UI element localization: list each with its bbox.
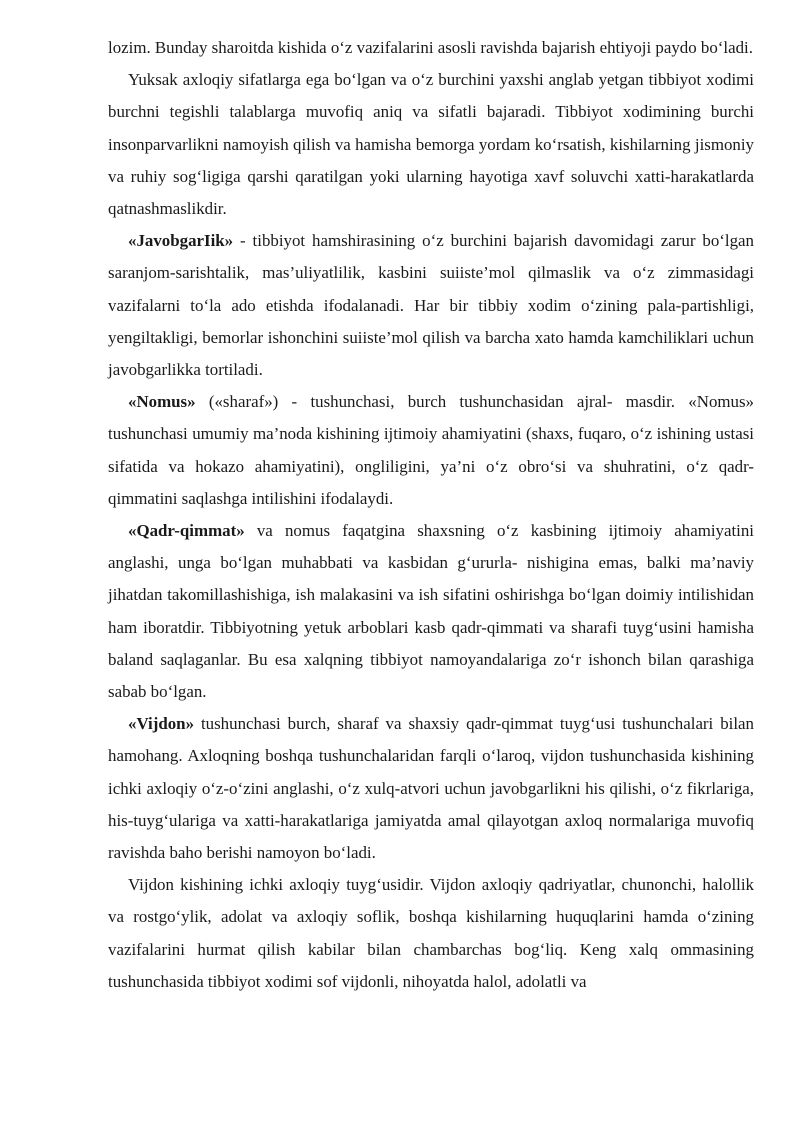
- paragraph-continuation: [108, 32, 754, 64]
- paragraph-responsibility: [108, 225, 754, 386]
- document-page: [108, 32, 754, 998]
- term-dignity: «Qadr-qimmat»: [128, 521, 245, 541]
- paragraph-duty: [108, 64, 754, 225]
- paragraph-text: lozim. Bunday sharoitda kishida o‘z vazifalarini asosli ravishda bajarish ehtiyoji paydo bo‘ladi.: [108, 38, 753, 57]
- paragraph-conscience: [108, 708, 754, 869]
- paragraph-conscience-values: [108, 869, 754, 998]
- paragraph-text: tushunchasi burch, sharaf va shaxsiy qadr-qimmat tuyg‘usi tushunchalari bilan hamohang. Axloqning boshqa tushunchalaridan farqli o‘laroq, vijdon tushunchasida kishining ichki axloqiy o‘z-o‘zini anglashi, o‘z xulq-atvori uchun javobgarlikni his qilishi, o‘z fikrlariga, his-tuyg‘ulariga va xatti-harakatlariga jamiyatda amal qilayotgan axloq normalariga muvofiq ravishda baho berishi namoyon bo‘ladi.: [108, 714, 754, 863]
- term-responsibility: «JavobgarIik»: [128, 231, 234, 251]
- term-conscience: «Vijdon»: [128, 714, 195, 734]
- paragraph-text: - tibbiyot hamshirasining o‘z burchini bajarish davomidagi zarur bo‘lgan saranjom-sarishtalik, mas’uliyatlilik, kasbini suiiste’mol qilmaslik va o‘z zimmasidagi vazifalarni to‘la ado etishda ifodalanadi. Har bir tibbiy xodim o‘zining pala-partishligi, yengiltakligi, bemorlar ishonchini suiiste’mol qilish va barcha xato hamda kamchiliklari uchun javobgarlikka tortiladi.: [108, 231, 754, 380]
- paragraph-text: va nomus faqatgina shaxsning o‘z kasbining ijtimoiy ahamiyatini anglashi, unga bo‘lgan muhabbati va kasbidan g‘ururla- nishigina emas, balki ma’naviy jihatdan takomillashishiga, ish malakasini va ish sifatini oshirishga bo‘lgan doimiy intilishidan ham iboratdir. Tibbiyotning yetuk arboblari kasb qadr-qimmati va sharafi tuyg‘usini hamisha baland saqlaganlar. Bu esa xalqning tibbiyot namoyandalariga zo‘r ishonch bilan qarashiga sabab bo‘lgan.: [108, 521, 754, 702]
- paragraph-text: («sharaf») - tushunchasi, burch tushunchasidan ajral- masdir. «Nomus» tushunchasi umumiy ma’noda kishining ijtimoiy ahamiyatini (shaxs, fuqaro, o‘z ishining ustasi sifatida va hokazo ahamiyatini), ongliligini, ya’ni o‘z obro‘si va shuhratini, o‘z qadr- qimmatini saqlashga intilishini ifodalaydi.: [108, 392, 754, 508]
- paragraph-text: Yuksak axloqiy sifatlarga ega bo‘lgan va o‘z burchini yaxshi anglab yetgan tibbiyot xodimi burchni tegishli talablarga muvofiq aniq va sifatli bajaradi. Tibbiyot xodimining burchi insonparvarlikni namoyish qilish va hamisha bemorga yordam ko‘rsatish, kishilarning jismoniy va ruhiy sog‘ligiga qarshi qaratilgan yoki ularning hayotiga xavf soluvchi xatti-harakatlarda qatnashmaslikdir.: [108, 70, 754, 219]
- paragraph-honor: [108, 386, 754, 515]
- term-honor: «Nomus»: [128, 392, 196, 412]
- paragraph-dignity: [108, 515, 754, 708]
- paragraph-text: Vijdon kishining ichki axloqiy tuyg‘usidir. Vijdon axloqiy qadriyatlar, chunonchi, halollik va rostgo‘ylik, adolat va axloqiy soflik, boshqa kishilarning huquqlarini hamda o‘zining vazifalarini hurmat qilish kabilar bilan chambarchas bog‘liq. Keng xalq ommasining tushunchasida tibbiyot xodimi sof vijdonli, nihoyatda halol, adolatli va: [108, 875, 754, 991]
